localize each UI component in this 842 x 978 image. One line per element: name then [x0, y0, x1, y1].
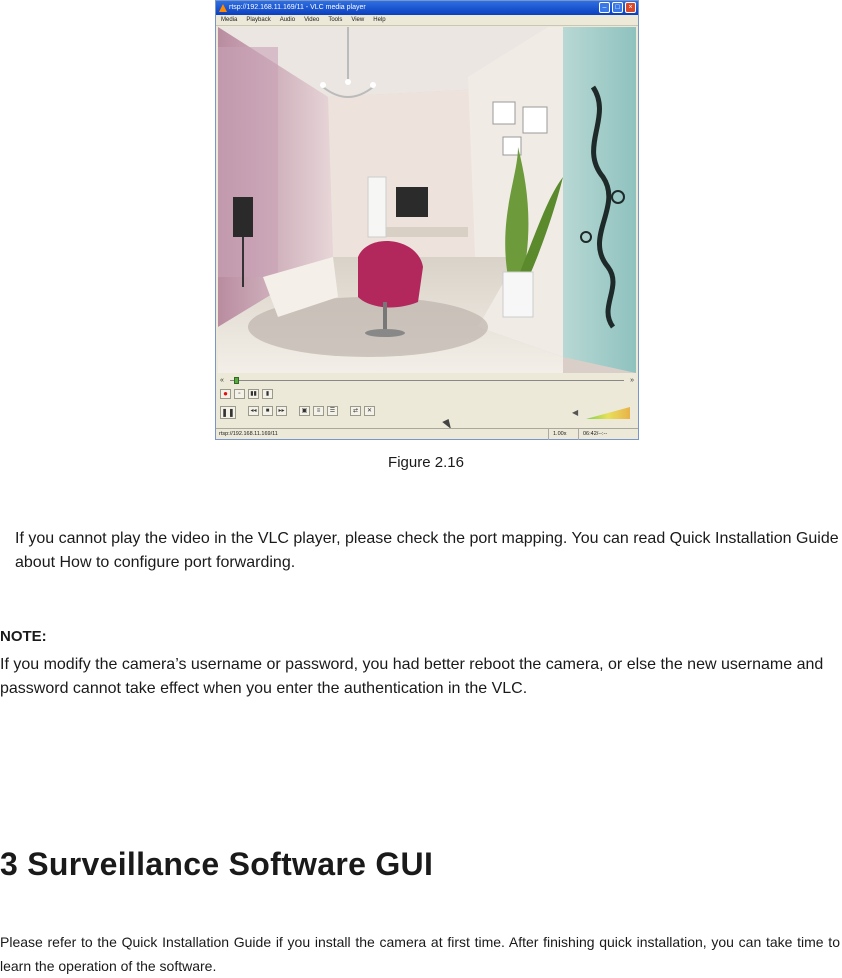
rewind-icon[interactable]: «	[220, 377, 224, 384]
snapshot-icon[interactable]: ▫	[234, 389, 245, 399]
vlc-status-bar	[216, 428, 638, 439]
previous-icon[interactable]: ◂◂	[248, 406, 259, 416]
next-icon[interactable]: ▸▸	[276, 406, 287, 416]
volume-slider[interactable]	[586, 407, 630, 419]
menu-view[interactable]: View	[351, 17, 365, 23]
section-heading: 3 Surveillance Software GUI	[0, 846, 434, 882]
menu-audio[interactable]: Audio	[279, 17, 296, 23]
menu-video[interactable]: Video	[304, 17, 320, 23]
record-icon[interactable]: ●	[220, 389, 231, 399]
speaker-icon[interactable]: ◀	[572, 408, 579, 417]
pause-icon[interactable]: ❚❚	[221, 408, 235, 417]
video-frame	[218, 27, 636, 373]
close-icon[interactable]: ×	[625, 2, 636, 13]
shuffle-icon[interactable]: ✕	[364, 406, 375, 416]
extended-settings-icon[interactable]: ≡	[313, 406, 324, 416]
vlc-menu-bar	[216, 15, 638, 26]
vlc-title-bar	[216, 1, 638, 15]
menu-media[interactable]: Media	[221, 17, 238, 23]
loop-icon[interactable]: ⇄	[350, 406, 361, 416]
vlc-window	[215, 0, 639, 440]
seek-bar[interactable]	[220, 376, 634, 385]
fast-forward-icon[interactable]: »	[630, 377, 634, 384]
menu-tools[interactable]: Tools	[328, 17, 343, 23]
playback-controls	[220, 406, 375, 419]
note-title: NOTE:	[0, 628, 47, 645]
status-speed: 1.00x	[548, 429, 566, 440]
section-body: Please refer to the Quick Installation Guide if you install the camera at first time. After finishing quick installation, you can take time to learn the operation of the software.	[0, 934, 840, 974]
vlc-title-text: rtsp://192.168.11.169/11 - VLC media player	[229, 4, 366, 11]
advanced-controls	[220, 389, 273, 399]
menu-help[interactable]: Help	[373, 17, 386, 23]
window-controls	[599, 2, 636, 13]
vlc-cone-icon	[219, 4, 227, 12]
frame-step-icon[interactable]: ▮	[262, 389, 273, 399]
paragraph-port-mapping: If you cannot play the video in the VLC player, please check the port mapping. You can read Quick Installation Guide about How to configure port forwarding.	[15, 530, 839, 571]
volume-control[interactable]	[572, 406, 632, 420]
playlist-icon[interactable]: ☰	[327, 406, 338, 416]
status-url: rtsp://192.168.11.169/11	[219, 431, 278, 437]
seek-handle[interactable]	[234, 377, 239, 384]
loop-ab-icon[interactable]: ▮▮	[248, 389, 259, 399]
room-scene-image	[218, 27, 636, 373]
maximize-icon[interactable]: □	[612, 2, 623, 13]
note-body: If you modify the camera’s username or password, you had better reboot the camera, or else the new username and password cannot take effect when you enter the authentication in the VLC.	[0, 656, 824, 697]
menu-playback[interactable]: Playback	[246, 17, 271, 23]
fullscreen-icon[interactable]: ▣	[299, 406, 310, 416]
seek-track[interactable]	[230, 380, 624, 381]
status-time: 06:42/--:--	[578, 429, 607, 440]
minimize-icon[interactable]: –	[599, 2, 610, 13]
figure-caption: Figure 2.16	[388, 454, 464, 471]
stop-icon[interactable]: ■	[262, 406, 273, 416]
